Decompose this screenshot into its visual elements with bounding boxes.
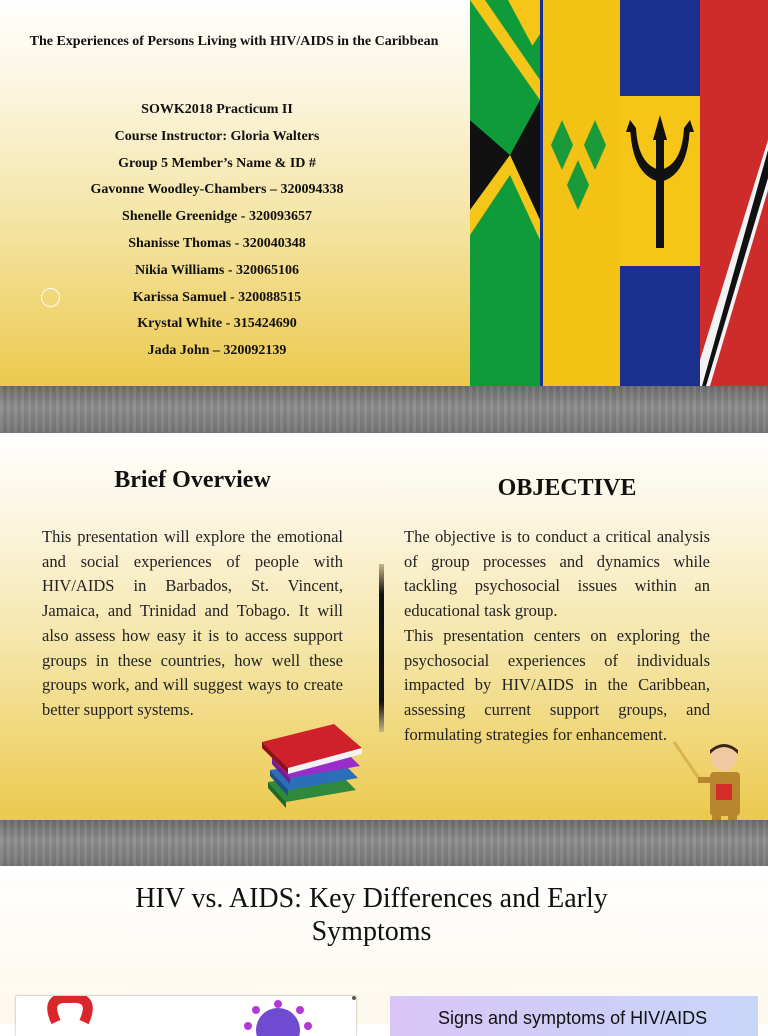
circle-decoration-icon [41,288,60,307]
overview-text: This presentation will explore the emotional and social experiences of people with HIV/AIDS in Barbados, St. Vincent, Jamaica, and Trinidad and Tobago. It will also assess how easy it is to access support groups in these countries, how well these groups work, and will suggest ways to create better support systems. [42,527,343,719]
member-item: Nikia Williams - 320065106 [134,262,299,278]
presentation-title: The Experiences of Persons Living with HIV/AIDS in the Caribbean [29,34,439,49]
objective-text-2: This presentation centers on exploring the psychosocial experiences of individuals impacted by HIV/AIDS in the Caribbean, assessing current support groups, and formulating strategies for enhancement. [404,626,710,744]
caribbean-flags-image [470,0,768,386]
member-item: Jada John – 320092139 [147,343,287,359]
hiv-ribbon-card [16,996,356,1036]
differences-heading: HIV vs. AIDS: Key Differences and Early Symptoms [135,883,608,947]
objective-text: The objective is to conduct a critical analysis of group processes and dynamics while tackling psychosocial issues within an educational task group. [404,527,710,621]
trinidad-flag [700,0,768,386]
member-item: Karissa Samuel - 320088515 [132,289,302,305]
group-heading: Group 5 Member’s Name & ID # [118,155,316,171]
title-slide [0,0,768,386]
slide-separator [0,386,768,433]
member-item: Shenelle Greenidge - 320093657 [122,209,312,225]
column-divider [379,564,384,732]
course-info-list [0,99,434,367]
symptoms-card [390,996,758,1036]
barbados-flag [620,0,700,386]
slide-separator-2 [0,820,768,866]
course-instructor: Course Instructor: Gloria Walters [114,128,320,144]
st-vincent-flag [540,0,620,386]
member-item: Krystal White - 315424690 [137,316,297,332]
ribbon-virus-icon [16,996,356,1036]
member-item: Gavonne Woodley-Chambers – 320094338 [90,182,344,198]
overview-heading: Brief Overview [114,467,271,493]
objective-heading: OBJECTIVE [497,475,637,501]
member-item: Shanisse Thomas - 320040348 [128,235,306,251]
books-icon [258,720,366,812]
course-code: SOWK2018 Practicum II [141,102,293,117]
jamaica-flag [470,0,540,386]
symptoms-card-title: Signs and symptoms of HIV/AIDS [438,1008,708,1028]
